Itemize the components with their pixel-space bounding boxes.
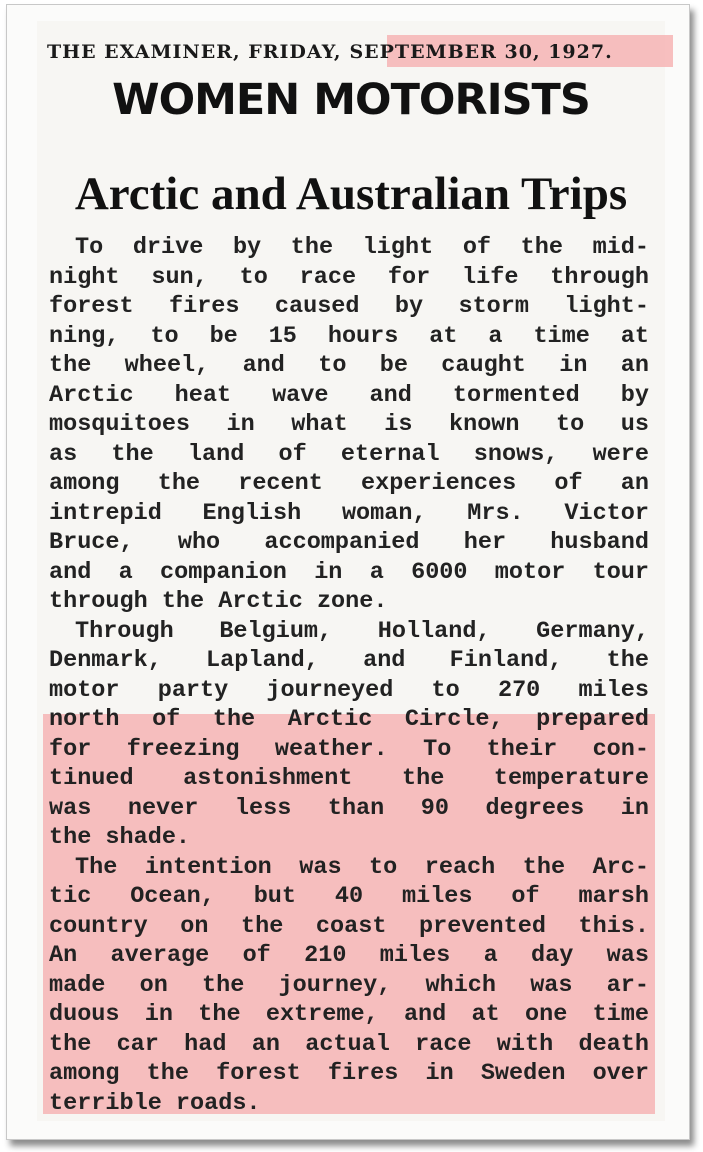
body-line: tic Ocean, but 40 miles of marsh [49, 883, 649, 910]
body-line: country on the coast prevented this. [49, 912, 649, 940]
body-line: forest fires caused by storm light- [49, 293, 649, 320]
clipping-frame [6, 4, 690, 1140]
body-line: intrepid English woman, Mrs. Victor [49, 499, 649, 527]
body-line: the shade. [49, 824, 191, 851]
dateline [47, 41, 657, 63]
body-line: night sun, to race for life through [49, 263, 649, 291]
issue-date: SEPTEMBER 30, 1927. [349, 41, 613, 63]
body-line: as the land of eternal snows, were [49, 440, 649, 468]
body-line: was never less than 90 degrees in [49, 794, 649, 822]
article-body [49, 233, 649, 1118]
body-line: ning, to be 15 hours at a time at [49, 322, 649, 350]
body-line: An average of 210 miles a day was [49, 942, 649, 969]
body-line: duous in the extreme, and at one time [49, 1001, 649, 1028]
body-line: and a companion in a 6000 motor tour [49, 558, 649, 586]
body-line: among the recent experiences of an [49, 470, 649, 497]
body-line: for freezing weather. To their con- [49, 735, 649, 763]
body-line: made on the journey, which was ar- [49, 971, 649, 999]
body-line: the car had an actual race with death [49, 1030, 649, 1058]
body-line: Bruce, who accompanied her husband [49, 529, 649, 556]
subheadline: Arctic and Australian Trips [74, 168, 628, 220]
body-line: among the forest fires in Sweden over [49, 1060, 649, 1087]
body-line: mosquitoes in what is known to us [49, 411, 649, 438]
body-line: the wheel, and to be caught in an [49, 352, 649, 379]
body-line: Arctic heat wave and tormented by [49, 381, 649, 409]
body-line: north of the Arctic Circle, prepared [49, 706, 649, 733]
body-line: The intention was to reach the Arc- [75, 853, 649, 881]
body-line: To drive by the light of the mid- [75, 234, 649, 261]
newspaper-clipping [37, 21, 665, 1121]
paper-name: THE EXAMINER, FRIDAY, [47, 41, 342, 63]
body-line: terrible roads. [49, 1089, 261, 1117]
headline: WOMEN MOTORISTS [112, 75, 590, 125]
body-line: tinued astonishment the temperature [49, 765, 649, 792]
body-line: motor party journeyed to 270 miles [49, 676, 649, 704]
body-line: Through Belgium, Holland, Germany, [75, 617, 649, 645]
body-line: through the Arctic zone. [49, 588, 388, 615]
body-line: Denmark, Lapland, and Finland, the [49, 647, 649, 674]
